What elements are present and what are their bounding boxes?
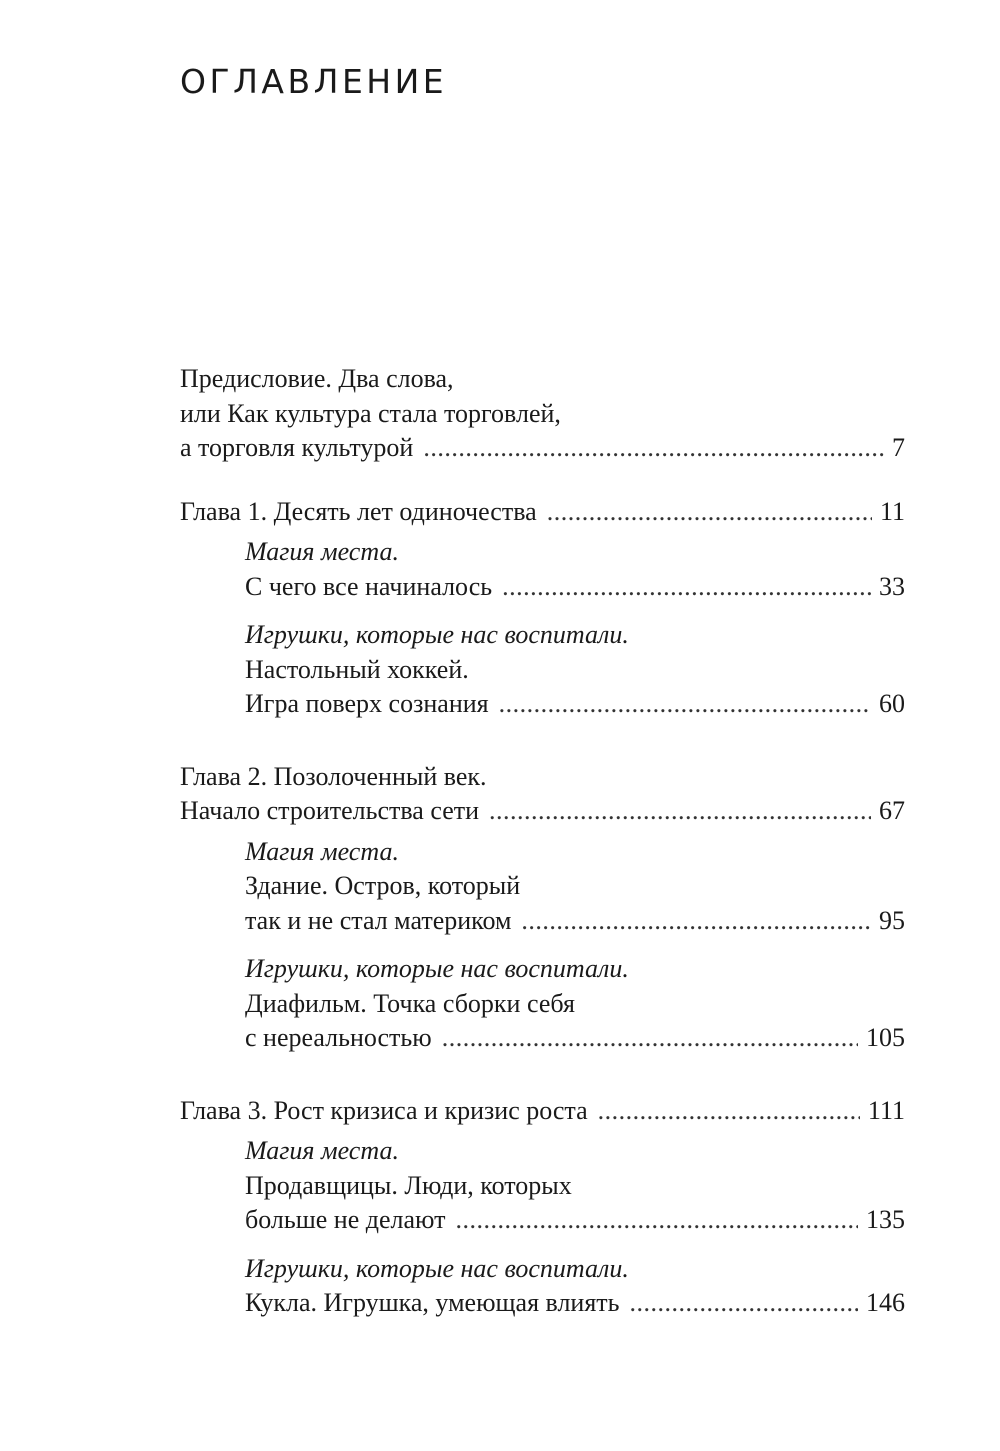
toc-section-rubric: Магия места. [245, 537, 399, 566]
toc-entry-line: Здание. Остров, который [245, 871, 521, 900]
table-of-contents [180, 362, 905, 1321]
toc-entry-title: с нереальностью [245, 1023, 432, 1052]
toc-entry-section[interactable] [180, 835, 905, 939]
dot-leader [455, 1203, 858, 1238]
toc-entry-title: а торговля культурой [180, 433, 414, 462]
toc-section-rubric: Игрушки, которые нас воспитали. [245, 1253, 629, 1283]
toc-page-number: 111 [867, 1095, 905, 1125]
toc-page-number: 146 [866, 1288, 905, 1317]
toc-entry-section[interactable] [180, 618, 905, 722]
toc-entry-section[interactable] [180, 535, 905, 604]
toc-entry-section[interactable] [180, 1252, 905, 1321]
toc-entry-line: Диафильм. Точка сборки себя [245, 988, 575, 1018]
dot-leader [499, 687, 871, 722]
toc-entry-chapter-2[interactable] [180, 760, 905, 829]
dot-leader [598, 1094, 860, 1129]
toc-entry-title: Кукла. Игрушка, умеющая влиять [245, 1288, 620, 1317]
toc-entry-preface[interactable] [180, 362, 905, 466]
dot-leader [423, 431, 884, 466]
dot-leader [547, 495, 872, 530]
toc-page-number: 60 [879, 689, 905, 718]
toc-page-number: 7 [892, 433, 905, 462]
toc-entry-section[interactable] [180, 952, 905, 1056]
toc-page-number: 105 [866, 1023, 905, 1052]
toc-entry-chapter-1[interactable] [180, 495, 905, 530]
toc-section-rubric: Магия места. [245, 1136, 399, 1165]
toc-entry-title: Глава 3. Рост кризиса и кризис роста [180, 1095, 588, 1125]
toc-entry-line: Настольный хоккей. [245, 654, 469, 684]
toc-entry-line: Глава 2. Позолоченный век. [180, 761, 487, 791]
toc-entry-title: Глава 1. Десять лет одиночества [180, 496, 537, 526]
toc-page-number: 135 [866, 1205, 905, 1234]
toc-entry-title: Начало строительства сети [180, 796, 480, 825]
toc-page-number: 33 [879, 571, 905, 601]
toc-page-number: 95 [879, 905, 905, 935]
dot-leader [630, 1286, 858, 1321]
toc-entry-title: Игра поверх сознания [245, 689, 489, 718]
toc-entry-section[interactable] [180, 1134, 905, 1238]
dot-leader [442, 1021, 858, 1056]
toc-section-rubric: Игрушки, которые нас воспитали. [245, 620, 629, 649]
page-title: ОГЛАВЛЕНИЕ [180, 62, 448, 101]
toc-entry-chapter-3[interactable] [180, 1094, 905, 1129]
toc-entry-title: больше не делают [245, 1205, 446, 1234]
dot-leader [502, 570, 871, 605]
toc-section-rubric: Игрушки, которые нас воспитали. [245, 954, 629, 983]
toc-entry-line: Предисловие. Два слова, [180, 364, 454, 393]
toc-section-rubric: Магия места. [245, 836, 399, 866]
toc-page-number: 11 [879, 496, 905, 526]
toc-entry-title: так и не стал материком [245, 905, 512, 935]
toc-page-number: 67 [879, 796, 905, 825]
toc-entry-title: С чего все начиналось [245, 571, 493, 601]
toc-entry-line: Продавщицы. Люди, которых [245, 1170, 572, 1200]
toc-entry-line: или Как культура стала торговлей, [180, 398, 561, 428]
dot-leader [489, 794, 871, 829]
dot-leader [521, 904, 871, 939]
